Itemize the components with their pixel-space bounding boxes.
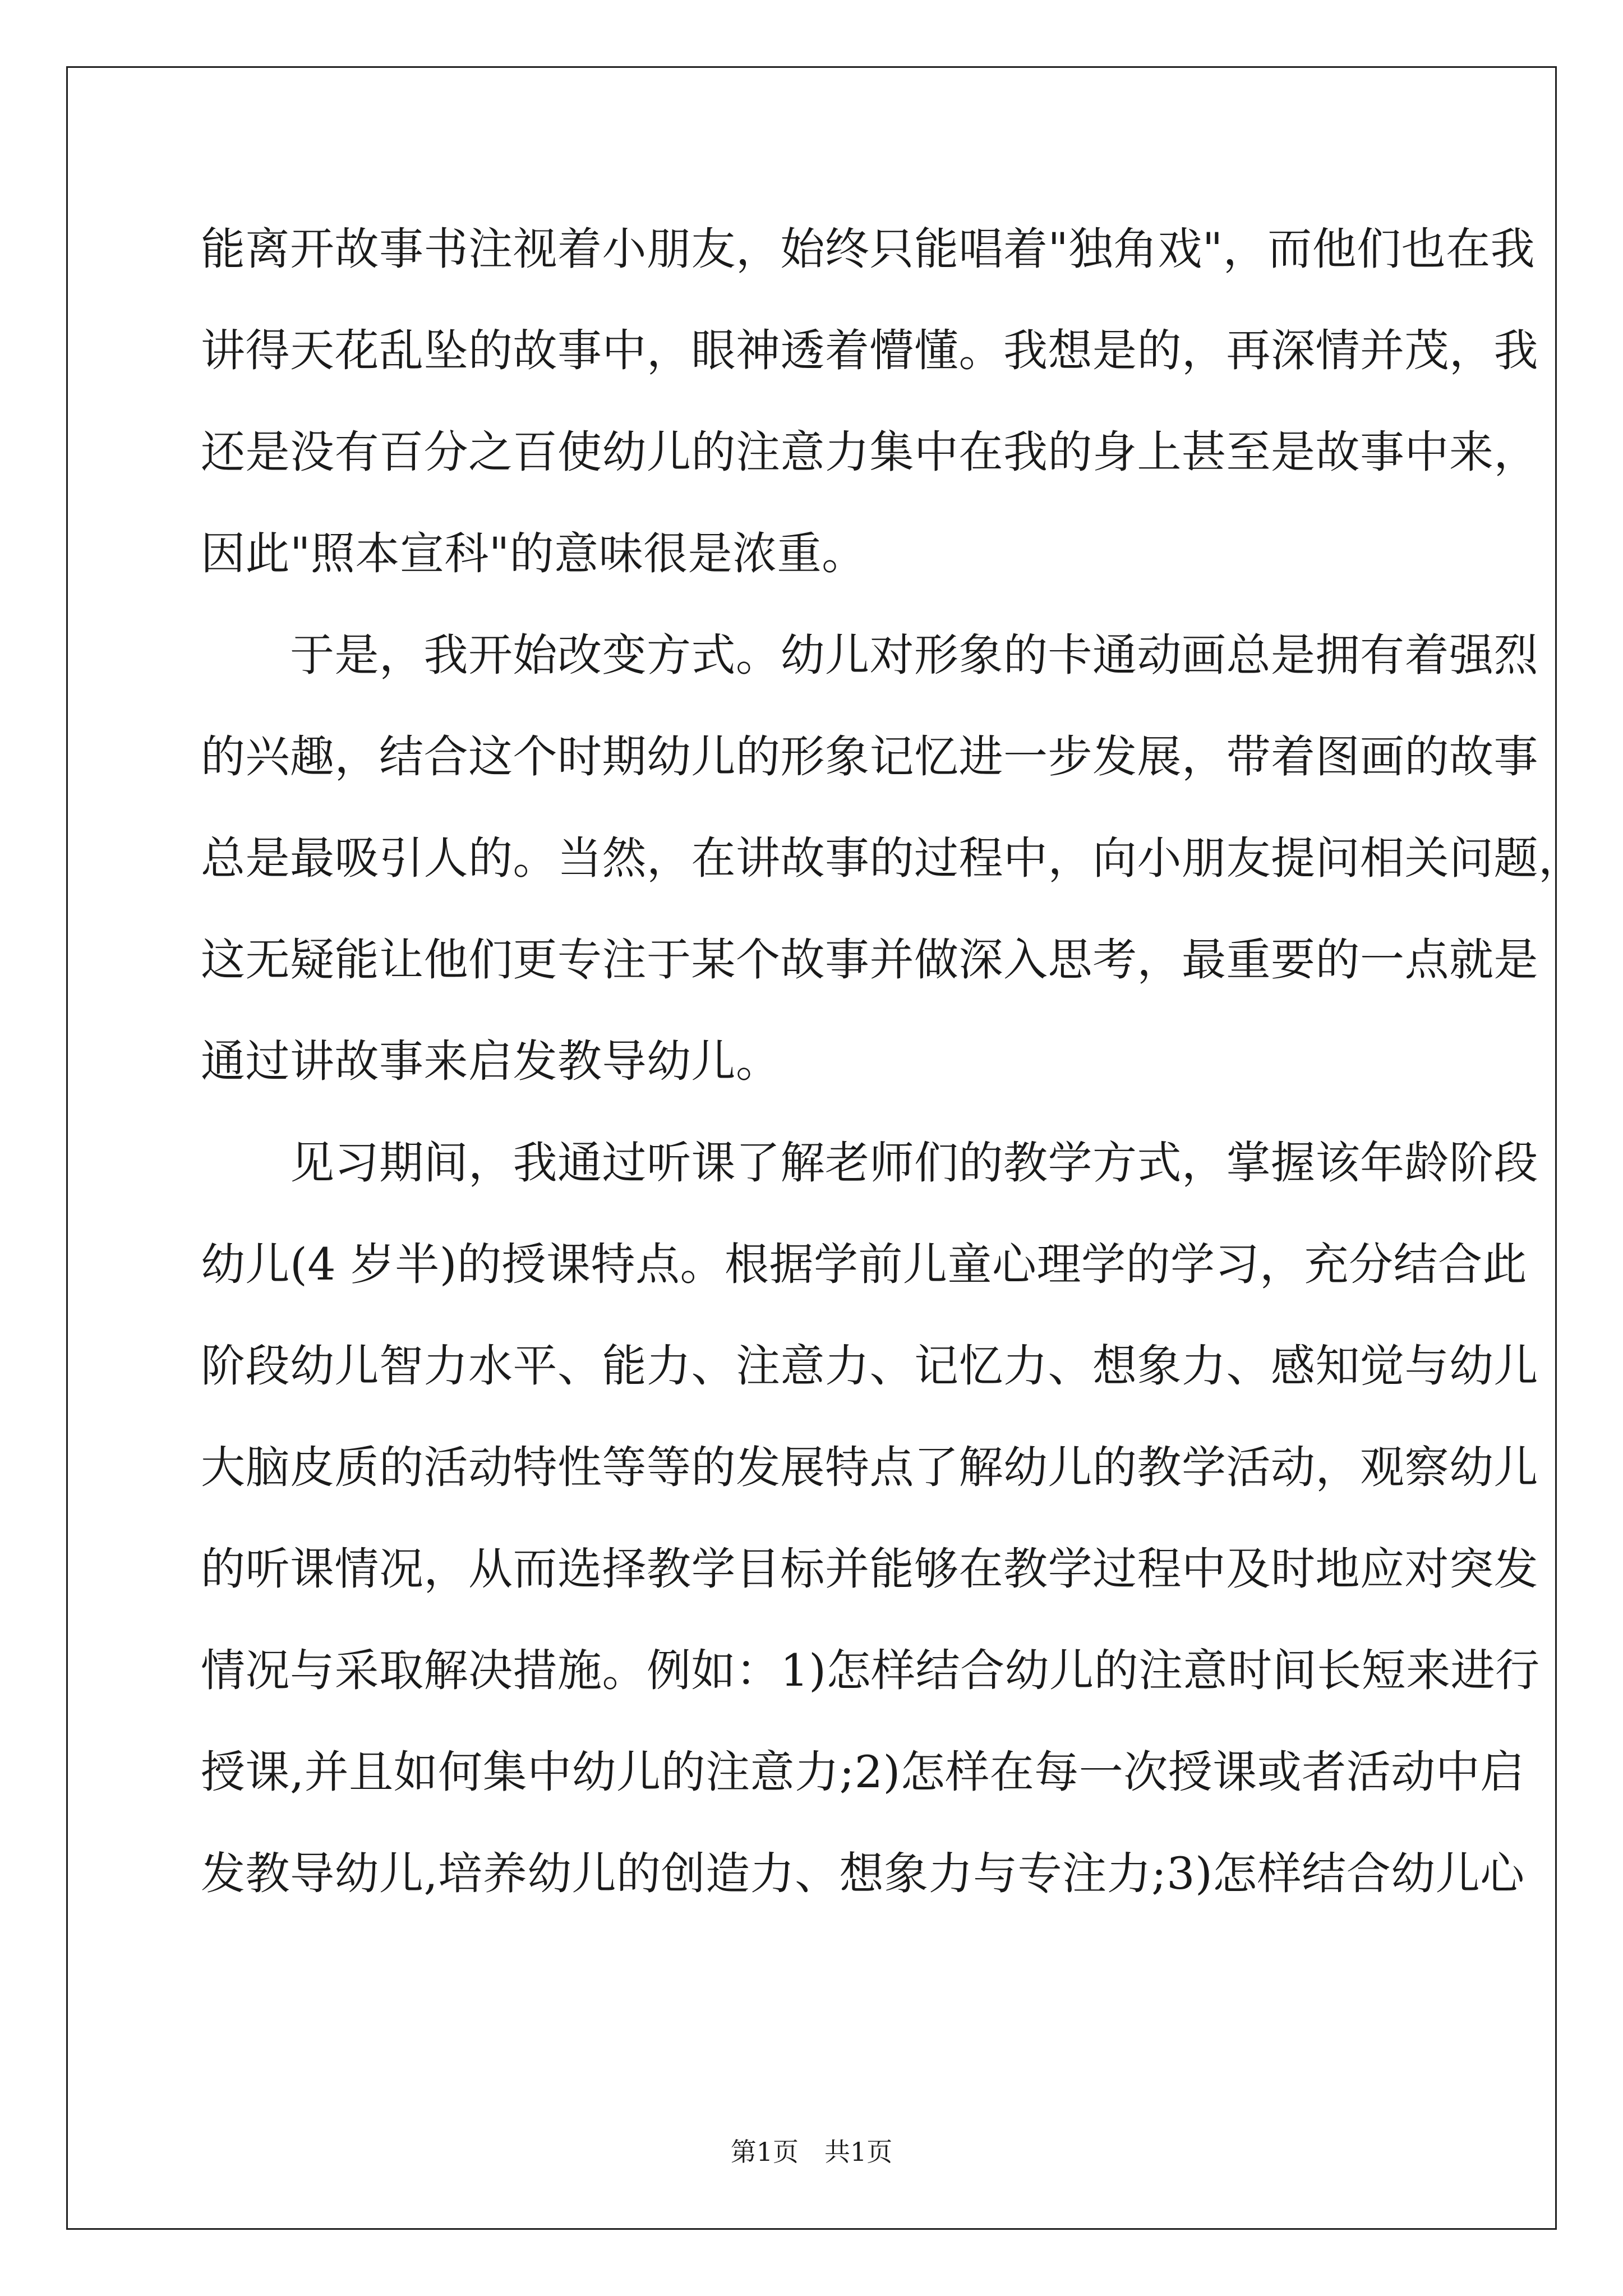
body-line-15: 情况与采取解决措施。例如：1)怎样结合幼儿的注意时间长短来进行 <box>201 1645 1540 1696</box>
body-line-10: 见习期间，我通过听课了解老师们的教学方式，掌握该年龄阶段 <box>201 1137 1538 1189</box>
body-line-8: 这无疑能让他们更专注于某个故事并做深入思考，最重要的一点就是 <box>201 934 1538 986</box>
body-line-3: 还是没有百分之百使幼儿的注意力集中在我的身上甚至是故事中来， <box>201 426 1538 478</box>
body-line-7: 总是最吸引人的。当然，在讲故事的过程中，向小朋友提问相关问题， <box>201 832 1583 884</box>
body-line-5: 于是，我开始改变方式。幼儿对形象的卡通动画总是拥有着强烈 <box>201 629 1538 681</box>
body-line-1: 能离开故事书注视着小朋友，始终只能唱着"独角戏"，而他们也在我 <box>201 223 1536 275</box>
page-footer: 第1页 共1页 <box>730 2137 893 2167</box>
body-line-16: 授课,并且如何集中幼儿的注意力;2)怎样在每一次授课或者活动中启 <box>201 1746 1525 1798</box>
body-line-14: 的听课情况，从而选择教学目标并能够在教学过程中及时地应对突发 <box>201 1543 1538 1595</box>
body-line-9: 通过讲故事来启发教导幼儿。 <box>201 1036 781 1087</box>
body-line-17: 发教导幼儿,培养幼儿的创造力、想象力与专注力;3)怎样结合幼儿心 <box>201 1848 1525 1899</box>
body-line-11: 幼儿(4 岁半)的授课特点。根据学前儿童心理学的学习，充分结合此 <box>201 1239 1528 1290</box>
body-line-13: 大脑皮质的活动特性等等的发展特点了解幼儿的教学活动，观察幼儿 <box>201 1442 1538 1493</box>
body-line-4: 因此"照本宣科"的意味很是浓重。 <box>201 528 866 579</box>
body-line-2: 讲得天花乱坠的故事中，眼神透着懵懂。我想是的，再深情并茂，我 <box>201 325 1538 376</box>
body-line-12: 阶段幼儿智力水平、能力、注意力、记忆力、想象力、感知觉与幼儿 <box>201 1340 1538 1392</box>
body-line-6: 的兴趣，结合这个时期幼儿的形象记忆进一步发展，带着图画的故事 <box>201 731 1538 783</box>
